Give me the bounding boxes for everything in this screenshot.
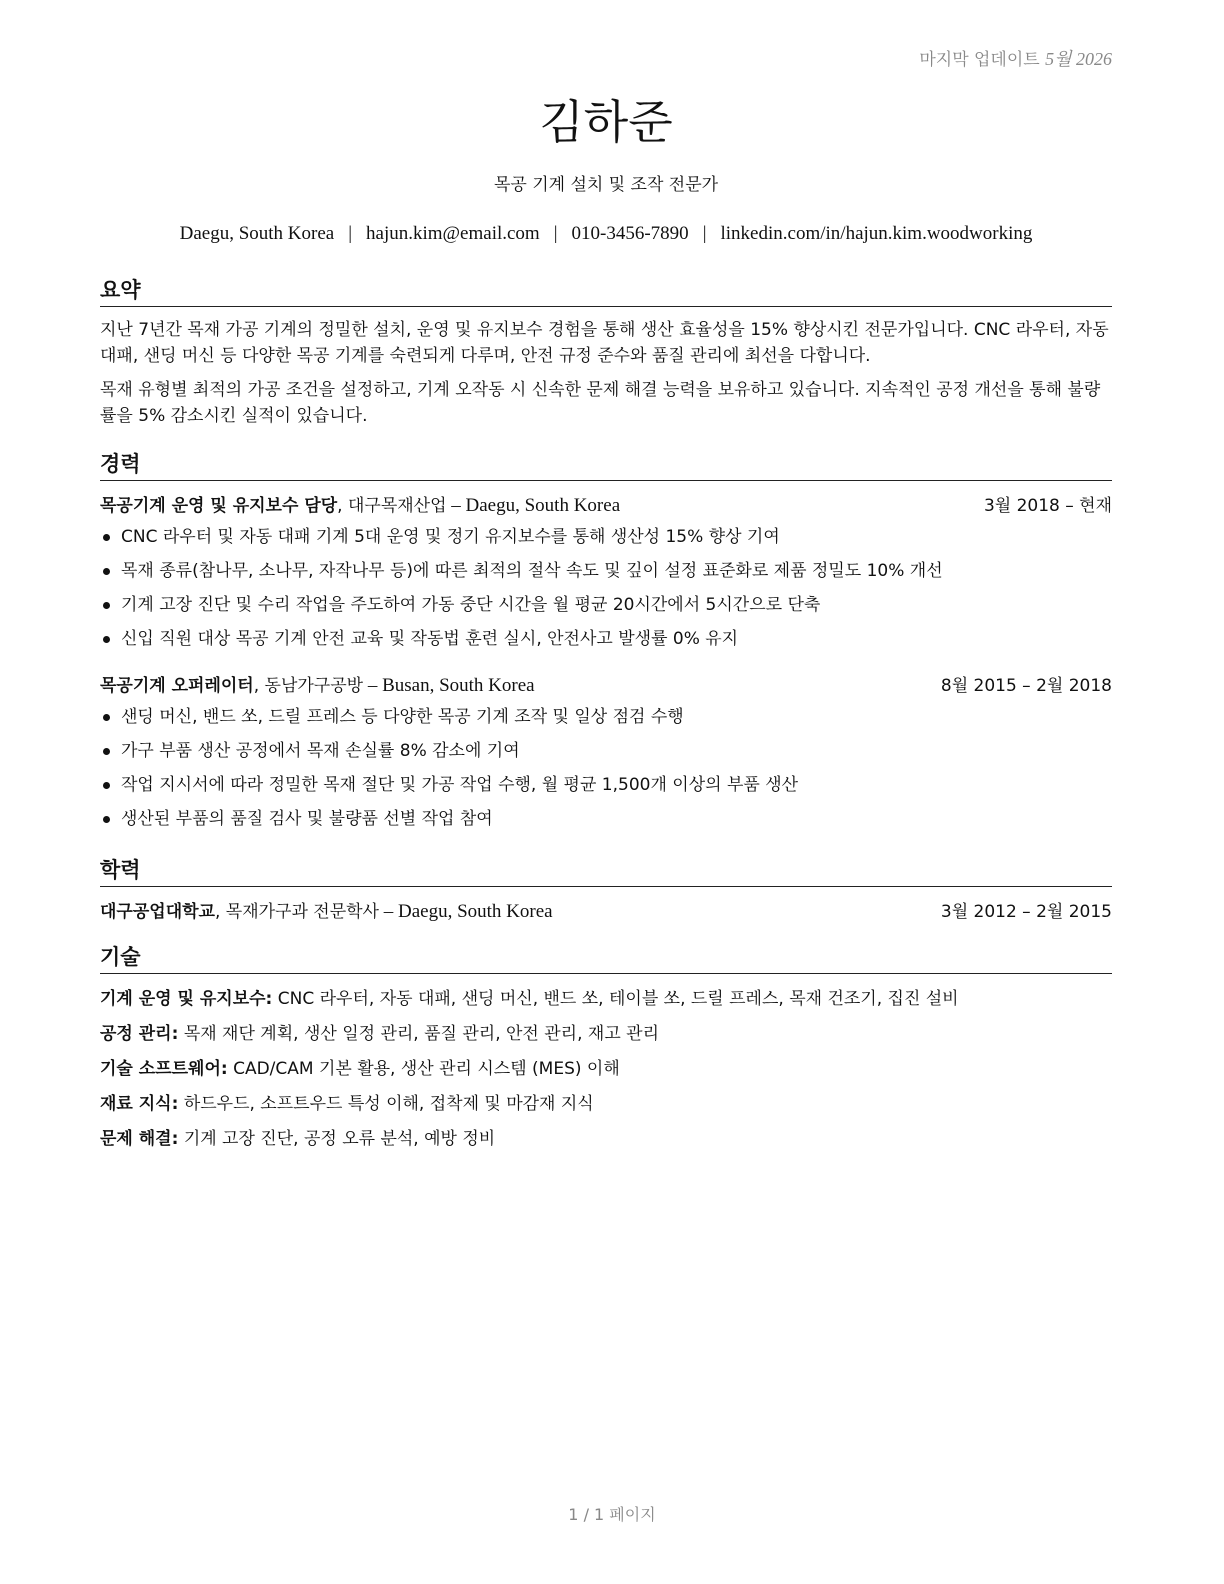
bullet-dot-icon [103,636,110,643]
job-bullet [100,701,1112,735]
resume-page [100,0,1112,1584]
job-bullet-text: 가구 부품 생산 공정에서 목재 손실률 8% 감소에 기여 [121,741,520,761]
job-header [100,671,1112,701]
bullet-dot-icon [103,782,110,789]
job-bullet [100,803,1112,837]
job-bullet-text: 목재 종류(참나무, 소나무, 자작나무 등)에 따른 최적의 절삭 속도 및 깊이 설정 표준화로 제품 정밀도 10% 개선 [121,561,943,581]
job-bullet-text: 샌딩 머신, 밴드 쏘, 드릴 프레스 등 다양한 목공 기계 조작 및 일상 점검 수행 [121,707,684,727]
bullet-dot-icon [103,816,110,823]
education-heading: 대구공업대학교, 목재가구과 전문학사 – Daegu, South Korea [100,901,553,922]
last-updated-date: 5월 2026 [1045,49,1112,69]
skill-line [100,984,1112,1019]
skill-value: CAD/CAM 기본 활용, 생산 관리 시스템 (MES) 이해 [233,1059,620,1079]
bullet-dot-icon [103,748,110,755]
summary-section [100,274,1112,437]
job-header [100,491,1112,521]
job-company: 대구목재산업 [347,496,447,516]
skill-label: 기술 소프트웨어: [100,1059,228,1079]
job-bullet [100,589,1112,623]
job-dates: 8월 2015 – 2월 2018 [940,676,1112,696]
job-bullet-text: 신입 직원 대상 목공 기계 안전 교육 및 작동법 훈련 실시, 안전사고 발생률 0% 유지 [121,629,739,649]
job-company: 동남가구공방 [264,676,364,696]
skill-value: 기계 고장 진단, 공정 오류 분석, 예방 정비 [183,1129,496,1149]
section-title-education: 학력 [100,854,1112,887]
education-dates: 3월 2012 – 2월 2015 [940,902,1112,922]
experience-section [100,448,1112,837]
skill-value: 하드우드, 소프트우드 특성 이해, 접착제 및 마감재 지식 [183,1094,594,1114]
job-bullet [100,623,1112,657]
contact-location: Daegu, South Korea [179,223,335,244]
contact-line [100,223,1112,245]
contact-separator: | [348,223,353,244]
job-bullet [100,521,1112,555]
skill-label: 기계 운영 및 유지보수: [100,989,273,1009]
job-location: Daegu, South Korea [465,495,621,516]
skill-label: 재료 지식: [100,1094,179,1114]
job-location: Busan, South Korea [382,675,535,696]
contact-email[interactable]: hajun.kim@email.com [366,223,540,244]
contact-phone: 010-3456-7890 [571,223,689,244]
job-bullet-text: 작업 지시서에 따라 정밀한 목재 절단 및 가공 작업 수행, 월 평균 1,500개 이상의 부품 생산 [121,775,799,795]
bullet-dot-icon [103,568,110,575]
education-entry [100,897,1112,927]
job-role: 목공기계 오퍼레이터 [100,676,254,696]
skill-line [100,1089,1112,1124]
contact-separator: | [702,223,707,244]
job-bullet [100,735,1112,769]
job-bullet-text: CNC 라우터 및 자동 대패 기계 5대 운영 및 정기 유지보수를 통해 생산성 15% 향상 기여 [121,527,780,547]
section-title-skills: 기술 [100,941,1112,974]
job-bullet-text: 기계 고장 진단 및 수리 작업을 주도하여 가동 중단 시간을 월 평균 20시간에서 5시간으로 단축 [121,595,821,615]
job-bullet [100,769,1112,803]
skill-value: CNC 라우터, 자동 대패, 샌딩 머신, 밴드 쏘, 테이블 쏘, 드릴 프레스, 목재 건조기, 집진 설비 [277,989,959,1009]
job-heading: 목공기계 운영 및 유지보수 담당, 대구목재산업 – Daegu, South Korea [100,495,621,516]
skill-value: 목재 재단 계획, 생산 일정 관리, 품질 관리, 안전 관리, 재고 관리 [183,1024,659,1044]
contact-linkedin[interactable]: linkedin.com/in/hajun.kim.woodworking [720,223,1033,244]
skill-line [100,1019,1112,1054]
education-degree: 목재가구과 전문학사 [225,902,379,922]
candidate-name: 김하준 [539,95,673,149]
last-updated-label: 마지막 업데이트 [919,50,1040,70]
bullet-dot-icon [103,602,110,609]
job-heading: 목공기계 오퍼레이터, 동남가구공방 – Busan, South Korea [100,675,535,696]
education-location: Daegu, South Korea [397,901,553,922]
job-bullet-text: 생산된 부품의 품질 검사 및 불량품 선별 작업 참여 [121,809,493,829]
job-bullet [100,555,1112,589]
bullet-dot-icon [103,534,110,541]
summary-paragraph: 목재 유형별 최적의 가공 조건을 설정하고, 기계 오작동 시 신속한 문제 해결 능력을 보유하고 있습니다. 지속적인 공정 개선을 통해 불량률을 5% 감소시킨 실적이 있습니다. [100,380,1101,426]
page-number: 1 / 1 페이지 [568,1505,656,1524]
section-title-experience: 경력 [100,448,1112,481]
education-school: 대구공업대학교 [100,902,215,922]
section-title-summary: 요약 [100,274,1112,307]
skills-section [100,941,1112,1159]
job-bullet-list [100,701,1112,837]
last-updated [919,45,1112,71]
skill-line [100,1124,1112,1159]
candidate-headline: 목공 기계 설치 및 조작 전문가 [493,175,719,195]
job-role: 목공기계 운영 및 유지보수 담당 [100,496,338,516]
bullet-dot-icon [103,714,110,721]
education-section [100,854,1112,927]
contact-separator: | [553,223,558,244]
skill-label: 공정 관리: [100,1024,179,1044]
job-dates: 3월 2018 – 현재 [983,496,1112,516]
skill-label: 문제 해결: [100,1129,179,1149]
skill-line [100,1054,1112,1089]
summary-paragraph: 지난 7년간 목재 가공 기계의 정밀한 설치, 운영 및 유지보수 경험을 통해 생산 효율성을 15% 향상시킨 전문가입니다. CNC 라우터, 자동 대패, 샌딩 머신 등 다양한 목공 기계를 숙련되게 다루며, 안전 규정 준수와 품질 관리에 최선을 다합니다. [100,320,1109,366]
job-bullet-list [100,521,1112,657]
